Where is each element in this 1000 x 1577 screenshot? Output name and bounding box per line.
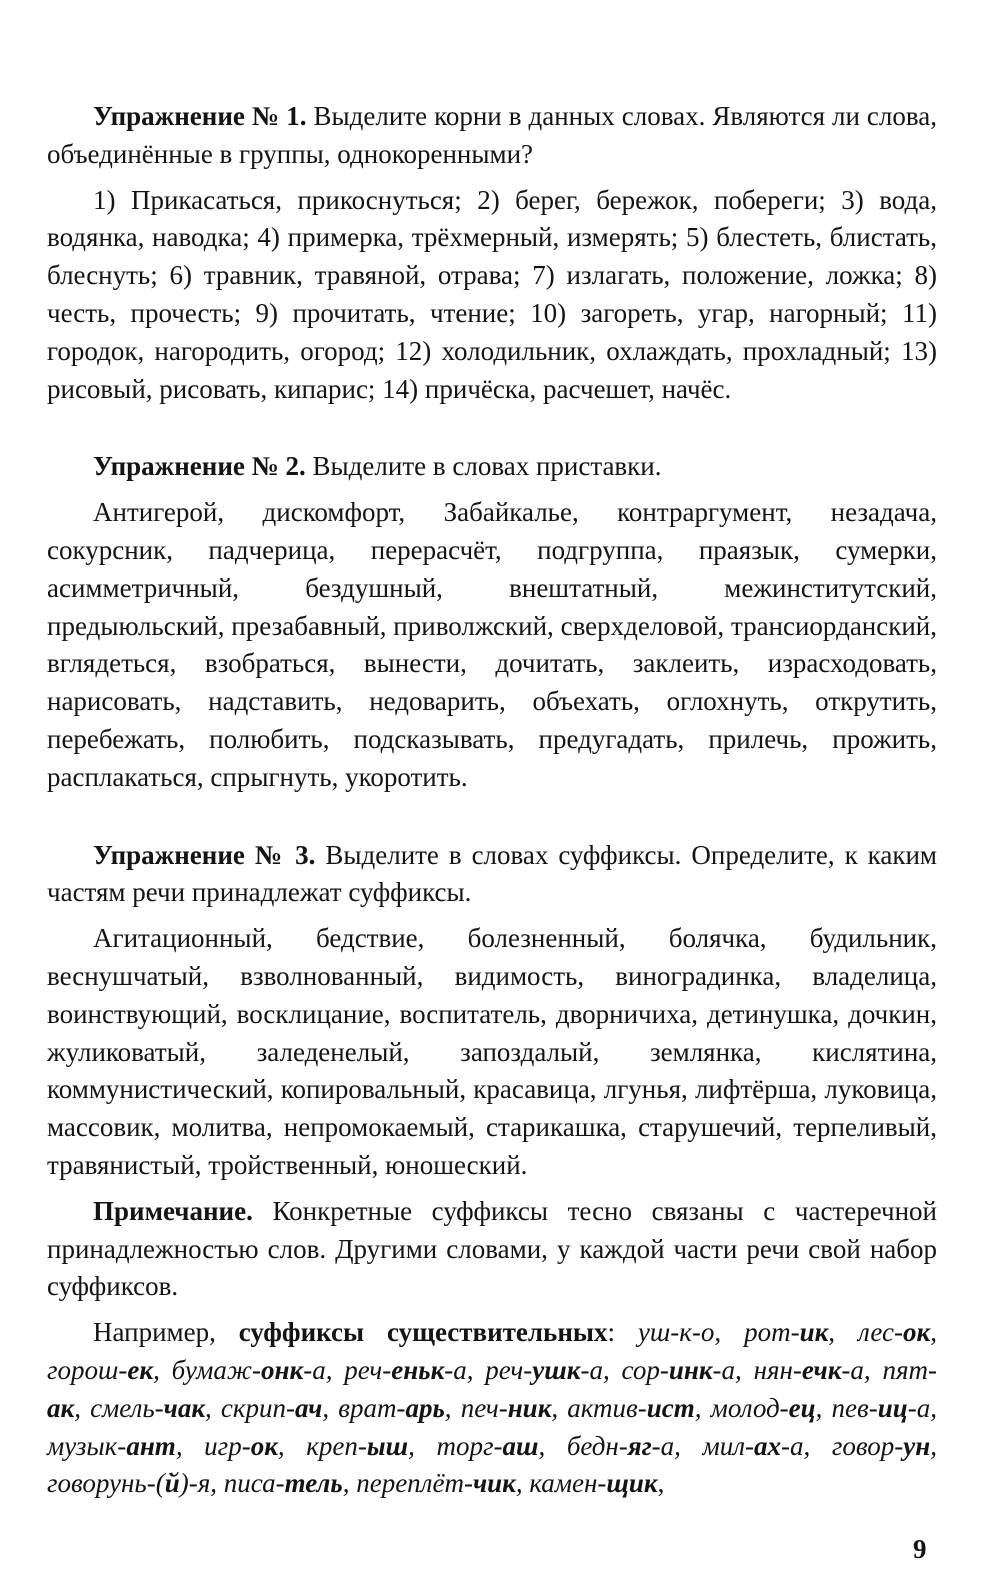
- note-text: Конкретные суффиксы тесно связаны с частеречной принадлежностью слов. Другими словами, у каждой части речи свой набор суффиксов.: [47, 1195, 937, 1302]
- exercise-3-task: [47, 837, 937, 913]
- example-word: актив-ист: [567, 1392, 695, 1423]
- exercise-2-words: Антигерой, дискомфорт, Забайкалье, контраргумент, незадача, сокурсник, падчерица, перерасчёт, подгруппа, праязык, сумерки, асимметричный, бездушный, внештатный, межинститутский, предыюльский, презабавный, приволжский, сверхделовой, трансиорданский, вглядеться, взобраться, вынести, дочитать, заклеить, израсходовать, нарисовать, надставить, недоварить, объехать, оглохнуть, открутить, перебежать, полюбить, подсказывать, предугадать, прилечь, прожить, расплакаться, спрыгнуть, укоротить.: [47, 497, 937, 792]
- suffix-highlight: инк: [668, 1354, 713, 1385]
- exercise-1-task-text: Выделите корни в данных словах. Являются ли слова, объединённые в группы, однокоренными?: [47, 101, 937, 169]
- example-word: уш-к-о: [637, 1317, 715, 1348]
- suffix-highlight: щик: [606, 1468, 658, 1499]
- example-word: камен-щик: [529, 1468, 658, 1499]
- suffix-highlight: ник: [507, 1392, 552, 1423]
- example-word: бумаж-онк-а: [171, 1354, 326, 1385]
- example-word: печ-ник: [460, 1392, 552, 1423]
- example-word: пят-ак: [47, 1354, 938, 1423]
- page-number: 9: [913, 1534, 927, 1564]
- suffix-highlight: онк: [261, 1354, 304, 1385]
- example-word: торг-аш: [436, 1430, 539, 1461]
- exercise-2: [47, 448, 937, 796]
- note-paragraph: [47, 1193, 937, 1306]
- example-word: рот-ик: [744, 1317, 829, 1348]
- suffix-highlight: ок: [903, 1317, 931, 1348]
- suffix-highlight: ик: [799, 1317, 829, 1348]
- suffix-highlight: иц: [877, 1392, 908, 1423]
- exercise-1-heading: Упражнение № 1.: [93, 101, 307, 131]
- note-heading: Примечание.: [93, 1195, 253, 1226]
- suffix-highlight: ушк: [532, 1354, 581, 1385]
- suffix-highlight: ак: [47, 1392, 75, 1423]
- suffix-highlight: аш: [502, 1430, 539, 1461]
- suffix-highlight: ек: [127, 1354, 154, 1385]
- exercise-1: [47, 98, 937, 408]
- suffix-highlight: ах: [754, 1430, 782, 1461]
- example-word-list: уш-к-о, рот-ик, лес-ок, горош-ек, бумаж-онк-а, реч-еньк-а, реч-ушк-а, сор-инк-а, нян-ечк-а, пят-ак, смель-чак, скрип-ач, врат-арь, печ-ник, актив-ист, молод-ец, пев-иц-а, музык-ант, игр-ок, креп-ыш, торг-аш, бедн-яг-а, мил-ах-а, говор-ун, говорунь-(й)-я, писа-тель, переплёт-чик, камен-щик: [47, 1317, 938, 1499]
- exercise-2-task-text: Выделите в словах приставки.: [305, 451, 662, 482]
- example-word: говорунь-(й)-я: [47, 1468, 211, 1499]
- suffix-highlight: арь: [405, 1392, 445, 1423]
- suffix-highlight: чак: [163, 1392, 206, 1423]
- example-word: смель-чак: [90, 1392, 206, 1423]
- example-word: сор-инк-а: [621, 1354, 736, 1385]
- example-word: молод-ец: [710, 1392, 816, 1423]
- suffix-highlight: ыш: [366, 1430, 409, 1461]
- suffix-highlight: ач: [295, 1392, 323, 1423]
- exercise-1-task: [47, 98, 937, 174]
- example-word: говор-ун: [831, 1430, 931, 1461]
- example-word: писа-тель: [223, 1468, 343, 1499]
- exercise-3-task-text: Выделите в словах суффиксы. Определите, к каким частям речи принадлежат суффиксы.: [47, 839, 937, 908]
- suffix-highlight: тель: [284, 1468, 343, 1499]
- suffix-highlight: ант: [126, 1430, 176, 1461]
- suffix-highlight: яг: [627, 1430, 652, 1461]
- suffix-highlight: ун: [903, 1430, 931, 1461]
- example-word: реч-ушк-а: [485, 1354, 603, 1385]
- example-colon: :: [607, 1317, 638, 1348]
- suffix-highlight: еньк: [391, 1354, 445, 1385]
- example-word: реч-еньк-а: [344, 1354, 467, 1385]
- example-word: мил-ах-а: [702, 1430, 804, 1461]
- example-word: скрип-ач: [220, 1392, 323, 1423]
- suffix-highlight: чик: [472, 1468, 516, 1499]
- suffix-highlight: й: [164, 1468, 180, 1499]
- example-word: пев-иц-а: [831, 1392, 931, 1423]
- example-word: горош-ек: [47, 1354, 154, 1385]
- exercise-2-heading: Упражнение № 2.: [93, 451, 306, 482]
- exercise-3-heading: Упражнение № 3.: [93, 839, 316, 870]
- suffix-highlight: ист: [646, 1392, 695, 1423]
- page-content: [47, 98, 937, 1503]
- example-word: нян-ечк-а: [753, 1354, 864, 1385]
- example-word: бедн-яг-а: [566, 1430, 675, 1461]
- example-trailing: ,: [657, 1468, 665, 1499]
- exercise-3: [47, 837, 937, 1504]
- example-word: игр-ок: [204, 1430, 278, 1461]
- example-word: переплёт-чик: [356, 1468, 516, 1499]
- example-word: лес-ок: [857, 1317, 931, 1348]
- exercise-2-task: [47, 448, 937, 486]
- exercise-3-words: Агитационный, бедствие, болезненный, болячка, будильник, веснушчатый, взволнованный, видимость, виноградинка, владелица, воинствующий, восклицание, воспитатель, дворничиха, детинушка, дочкин, жуликоватый, заледенелый, запоздалый, землянка, кислятина, коммунистический, копировальный, красавица, лгунья, лифтёрша, луковица, массовик, молитва, непромокаемый, старикашка, старушечий, терпеливый, травянистый, тройственный, юношеский.: [47, 923, 937, 1180]
- suffix-highlight: ечк: [801, 1354, 842, 1385]
- example-paragraph: [47, 1314, 937, 1503]
- example-word: музык-ант: [47, 1430, 176, 1461]
- example-bold-term: суффиксы существительных: [238, 1317, 608, 1348]
- exercise-1-words: 1) Прикасаться, прикоснуться; 2) берег, бережок, побереги; 3) вода, водянка, наводка; 4) примерка, трёхмерный, измерять; 5) блестеть, блистать, блеснуть; 6) травник, травяной, отрава; 7) излагать, положение, ложка; 8) честь, прочесть; 9) прочитать, чтение; 10) загореть, угар, нагорный; 11) городок, нагородить, огород; 12) холодильник, охлаждать, прохладный; 13) рисовый, рисовать, кипарис; 14) причёска, расчешет, начёс.: [47, 184, 937, 404]
- example-lead: Например,: [93, 1317, 239, 1348]
- suffix-highlight: ец: [788, 1392, 816, 1423]
- example-word: креп-ыш: [306, 1430, 409, 1461]
- example-word: врат-арь: [338, 1392, 445, 1423]
- suffix-highlight: ок: [250, 1430, 278, 1461]
